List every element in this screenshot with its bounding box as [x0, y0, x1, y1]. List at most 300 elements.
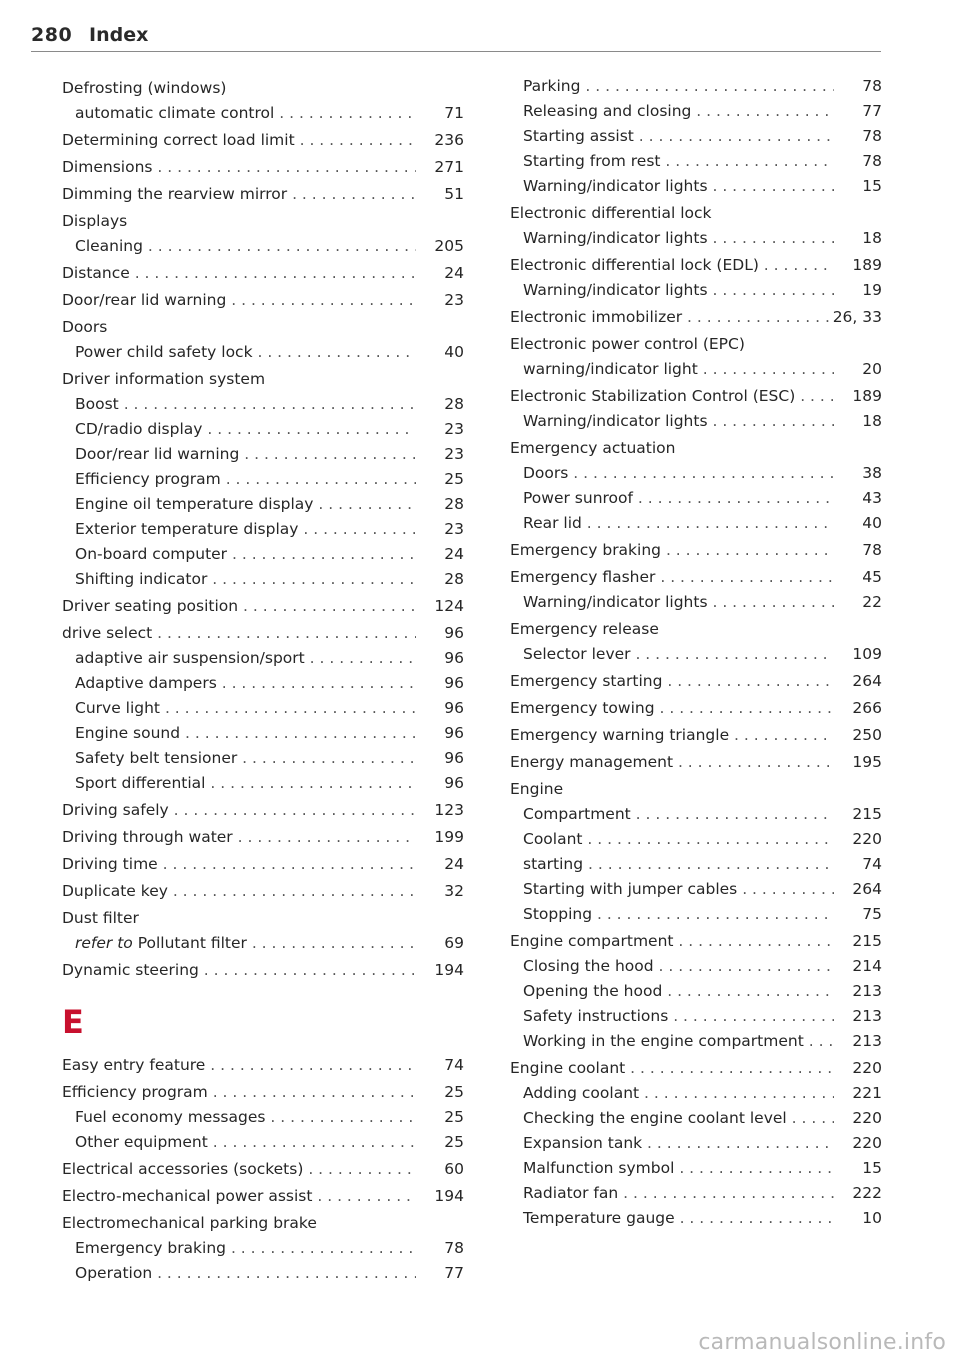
entry-page-number[interactable]: 15: [858, 1156, 882, 1181]
entry-label-text: Electro-mechanical power assist: [62, 1187, 313, 1205]
entry-page-number[interactable]: 189: [848, 253, 882, 278]
entry-page-number[interactable]: 189: [848, 384, 882, 409]
entry-page-number[interactable]: 74: [440, 1053, 464, 1078]
entry-label: [510, 877, 834, 902]
entry-label: [510, 1181, 834, 1206]
entry-page-number[interactable]: 78: [858, 149, 882, 174]
entry-label-text: Exterior temperature display: [75, 520, 299, 538]
entry-page-number[interactable]: 194: [430, 958, 464, 983]
index-subentry: [62, 1105, 464, 1130]
entry-page-number[interactable]: 77: [440, 1261, 464, 1286]
entry-page-number[interactable]: 96: [440, 746, 464, 771]
entry-page-number[interactable]: 236: [430, 128, 464, 153]
entry-page-number[interactable]: 23: [440, 442, 464, 467]
index-entry: [510, 669, 882, 694]
entry-page-number[interactable]: 32: [440, 879, 464, 904]
index-subentry: [62, 771, 464, 796]
entry-label-text: Emergency warning triangle: [510, 726, 730, 744]
index-subentry: [510, 74, 882, 99]
index-entry: [62, 1157, 464, 1182]
entry-label-text: automatic climate control: [75, 104, 275, 122]
index-entry: [62, 76, 464, 101]
entry-label: [510, 201, 834, 226]
entry-page-number[interactable]: 28: [440, 567, 464, 592]
entry-page-number[interactable]: 221: [848, 1081, 882, 1106]
entry-label: [510, 357, 834, 382]
index-subentry: [510, 1156, 882, 1181]
index-entry: [62, 798, 464, 823]
entry-label: [510, 461, 834, 486]
entry-label-text: Compartment: [523, 805, 631, 823]
entry-label: [510, 538, 834, 563]
entry-page-number[interactable]: 60: [440, 1157, 464, 1182]
entry-page-number[interactable]: 28: [440, 392, 464, 417]
entry-page-number[interactable]: 214: [848, 954, 882, 979]
entry-label-text: Emergency flasher: [510, 568, 656, 586]
entry-label-text: Operation: [75, 1264, 153, 1282]
index-subentry: [62, 746, 464, 771]
index-subentry: [510, 357, 882, 382]
entry-label: [62, 1130, 416, 1155]
entry-label: [62, 1236, 416, 1261]
entry-label-text: Dimming the rearview mirror: [62, 185, 288, 203]
entry-label: [62, 1211, 416, 1236]
index-subentry: [510, 827, 882, 852]
entry-page-number[interactable]: 264: [848, 877, 882, 902]
index-entry: [510, 305, 882, 330]
entry-label: [62, 517, 416, 542]
index-subentry: [510, 852, 882, 877]
entry-page-number[interactable]: 195: [848, 750, 882, 775]
index-entry: [62, 825, 464, 850]
entry-page-number[interactable]: 75: [858, 902, 882, 927]
entry-page-number[interactable]: 220: [848, 1056, 882, 1081]
entry-label-text: Other equipment: [75, 1133, 208, 1151]
entry-page-number[interactable]: 74: [858, 852, 882, 877]
section-letter: E: [62, 1003, 84, 1041]
entry-page-number[interactable]: 25: [440, 1105, 464, 1130]
entry-label-text: Sport differential: [75, 774, 206, 792]
entry-label: [510, 1081, 834, 1106]
entry-label: [510, 305, 834, 330]
index-subentry: [62, 696, 464, 721]
index-entry: [510, 538, 882, 563]
entry-page-number[interactable]: 26, 33: [829, 305, 882, 330]
entry-label-text: Malfunction symbol: [523, 1159, 675, 1177]
index-entry: [510, 723, 882, 748]
entry-page-number[interactable]: 220: [848, 827, 882, 852]
entry-label-text: Dust filter: [62, 909, 139, 927]
entry-label: [510, 1004, 834, 1029]
entry-label-text: adaptive air suspension/sport: [75, 649, 305, 667]
index-entry: [510, 1056, 882, 1081]
entry-label-text: Emergency starting: [510, 672, 663, 690]
entry-label-text: Easy entry feature: [62, 1056, 206, 1074]
index-subentry: [62, 467, 464, 492]
entry-page-number[interactable]: 215: [848, 802, 882, 827]
entry-page-number[interactable]: 123: [430, 798, 464, 823]
entry-page-number[interactable]: 77: [858, 99, 882, 124]
entry-label: [510, 332, 834, 357]
entry-label: [510, 750, 834, 775]
entry-label: [62, 1105, 416, 1130]
entry-page-number[interactable]: 96: [440, 771, 464, 796]
entry-label: [62, 288, 416, 313]
left-column: [62, 74, 464, 1286]
entry-page-number[interactable]: 266: [848, 696, 882, 721]
entry-page-number[interactable]: 23: [440, 517, 464, 542]
index-entry: [62, 594, 464, 619]
entry-label-text: Driving time: [62, 855, 158, 873]
entry-page-number[interactable]: 215: [848, 929, 882, 954]
entry-page-number[interactable]: 96: [440, 721, 464, 746]
entry-label-text: Driving through water: [62, 828, 233, 846]
page-header: [31, 22, 881, 52]
entry-label-text: Engine sound: [75, 724, 181, 742]
entry-label: [62, 621, 416, 646]
entry-page-number[interactable]: 271: [430, 155, 464, 180]
entry-page-number[interactable]: 24: [440, 852, 464, 877]
index-subentry: [510, 511, 882, 536]
entry-label: [62, 209, 416, 234]
index-subentry: [510, 124, 882, 149]
entry-label-text: Adding coolant: [523, 1084, 640, 1102]
index-subentry: [62, 567, 464, 592]
index-entry: [62, 261, 464, 286]
entry-label: [62, 155, 416, 180]
entry-label: [510, 511, 834, 536]
index-subentry: [510, 802, 882, 827]
entry-label: [62, 76, 416, 101]
entry-page-number[interactable]: 51: [440, 182, 464, 207]
entry-label-text: Door/rear lid warning: [62, 291, 227, 309]
index-entry: [62, 1080, 464, 1105]
entry-page-number[interactable]: 19: [858, 278, 882, 303]
entry-page-number[interactable]: 24: [440, 261, 464, 286]
entry-label: [510, 1056, 834, 1081]
entry-label: [62, 340, 416, 365]
entry-label: [510, 1029, 834, 1054]
entry-page-number[interactable]: 220: [848, 1106, 882, 1131]
index-subentry: [510, 877, 882, 902]
entry-page-number[interactable]: 15: [858, 174, 882, 199]
entry-page-number[interactable]: 43: [858, 486, 882, 511]
entry-label: [62, 906, 416, 931]
index-entry: [62, 621, 464, 646]
entry-label: [510, 1206, 834, 1231]
entry-label-text: Parking: [523, 77, 581, 95]
index-subentry: [510, 409, 882, 434]
index-entry: [510, 201, 882, 226]
entry-page-number[interactable]: 199: [430, 825, 464, 850]
entry-label: [510, 669, 834, 694]
entry-label-text: drive select: [62, 624, 153, 642]
index-entry: [510, 750, 882, 775]
entry-label-text: Electronic Stabilization Control (ESC): [510, 387, 796, 405]
entry-label: [62, 492, 416, 517]
entry-page-number[interactable]: 222: [848, 1181, 882, 1206]
entry-label: [62, 594, 416, 619]
entry-label-text: Safety instructions: [523, 1007, 669, 1025]
entry-label-text: Engine: [510, 780, 564, 798]
index-subentry: [62, 646, 464, 671]
entry-label-text: warning/indicator light: [523, 360, 698, 378]
entry-label: [510, 278, 834, 303]
entry-label-text: Working in the engine compartment: [523, 1032, 804, 1050]
entry-label-text: Door/rear lid warning: [75, 445, 240, 463]
index-list-e: [62, 1053, 464, 1286]
entry-page-number[interactable]: 28: [440, 492, 464, 517]
index-entry: [510, 617, 882, 642]
entry-label: [62, 696, 416, 721]
entry-page-number[interactable]: 23: [440, 288, 464, 313]
index-entry: [510, 565, 882, 590]
entry-label-text: Emergency actuation: [510, 439, 676, 457]
entry-label-text: Emergency braking: [75, 1239, 227, 1257]
entry-page-number[interactable]: 96: [440, 621, 464, 646]
entry-label-text: Releasing and closing: [523, 102, 692, 120]
index-subentry: [62, 542, 464, 567]
entry-label: [62, 1053, 416, 1078]
entry-label-text: Driver information system: [62, 370, 266, 388]
entry-label-text: Coolant: [523, 830, 583, 848]
index-subentry: [62, 417, 464, 442]
entry-page-number[interactable]: 124: [430, 594, 464, 619]
entry-page-number[interactable]: 96: [440, 646, 464, 671]
entry-label: [62, 825, 416, 850]
entry-label: [510, 124, 834, 149]
entry-label: [510, 723, 834, 748]
entry-page-number[interactable]: 78: [858, 74, 882, 99]
entry-label: [62, 646, 416, 671]
entry-label-text: Curve light: [75, 699, 161, 717]
entry-label: [62, 771, 416, 796]
index-entry: [510, 332, 882, 357]
entry-label: [510, 777, 834, 802]
entry-page-number[interactable]: 20: [858, 357, 882, 382]
entry-label-text: Radiator fan: [523, 1184, 619, 1202]
entry-label: [510, 852, 834, 877]
entry-label-text: Efficiency program: [75, 470, 221, 488]
entry-page-number[interactable]: 78: [858, 538, 882, 563]
index-subentry: [510, 1029, 882, 1054]
entry-label: [62, 392, 416, 417]
index-subentry: [62, 517, 464, 542]
entry-page-number[interactable]: 96: [440, 671, 464, 696]
entry-label-text: Starting assist: [523, 127, 634, 145]
entry-label: [62, 931, 416, 956]
index-subentry: [62, 1261, 464, 1286]
index-subentry: [510, 1131, 882, 1156]
entry-page-number[interactable]: 40: [858, 511, 882, 536]
entry-page-number[interactable]: 38: [858, 461, 882, 486]
entry-page-number[interactable]: 220: [848, 1131, 882, 1156]
entry-label: [510, 1106, 834, 1131]
entry-page-number[interactable]: 264: [848, 669, 882, 694]
index-entry: [62, 182, 464, 207]
entry-label-text: Shifting indicator: [75, 570, 208, 588]
entry-label-text: Emergency braking: [510, 541, 662, 559]
index-subentry: [510, 954, 882, 979]
entry-label-text: Closing the hood: [523, 957, 654, 975]
entry-label: [62, 852, 416, 877]
entry-page-number[interactable]: 250: [848, 723, 882, 748]
index-entry: [62, 155, 464, 180]
entry-label: [510, 149, 834, 174]
index-entry: [62, 906, 464, 931]
entry-label-text: Expansion tank: [523, 1134, 643, 1152]
entry-label: [62, 101, 416, 126]
entry-label: [510, 696, 834, 721]
entry-label-text: Checking the engine coolant level: [523, 1109, 787, 1127]
entry-label: [62, 417, 416, 442]
entry-label-text: Efficiency program: [62, 1083, 208, 1101]
index-entry: [62, 1211, 464, 1236]
entry-label: [510, 565, 834, 590]
entry-page-number[interactable]: 24: [440, 542, 464, 567]
watermark: carmanualsonline.info: [698, 1330, 946, 1355]
entry-label-text: Warning/indicator lights: [523, 412, 708, 430]
entry-page-number[interactable]: 213: [848, 1029, 882, 1054]
entry-page-number[interactable]: 194: [430, 1184, 464, 1209]
index-entry: [510, 929, 882, 954]
entry-page-number[interactable]: 96: [440, 696, 464, 721]
index-list-e-continued: [510, 74, 882, 1231]
entry-label: [62, 315, 416, 340]
header-rule: [31, 51, 881, 52]
entry-label-text: Temperature gauge: [523, 1209, 675, 1227]
entry-page-number[interactable]: 213: [848, 1004, 882, 1029]
index-subentry: [510, 902, 882, 927]
entry-label-text: Doors: [523, 464, 569, 482]
entry-label: [510, 590, 834, 615]
entry-label: [510, 384, 834, 409]
index-entry: [62, 1053, 464, 1078]
entry-label-text: starting: [523, 855, 584, 873]
entry-label-text: Warning/indicator lights: [523, 593, 708, 611]
index-subentry: [510, 590, 882, 615]
index-subentry: [62, 1130, 464, 1155]
entry-label: [510, 409, 834, 434]
entry-label-text: Stopping: [523, 905, 593, 923]
entry-label: [510, 642, 834, 667]
entry-label: [62, 746, 416, 771]
entry-label: [62, 1184, 416, 1209]
entry-label: [62, 442, 416, 467]
entry-label-text: Electronic differential lock: [510, 204, 712, 222]
entry-label: [62, 128, 416, 153]
entry-page-number[interactable]: 23: [440, 417, 464, 442]
index-entry: [62, 315, 464, 340]
entry-page-number[interactable]: 25: [440, 1130, 464, 1155]
index-subentry: [62, 721, 464, 746]
entry-label: [62, 671, 416, 696]
index-subentry: [62, 340, 464, 365]
entry-label: [62, 798, 416, 823]
entry-page-number[interactable]: 78: [858, 124, 882, 149]
entry-label-text: Displays: [62, 212, 128, 230]
index-entry: [62, 879, 464, 904]
entry-label: [62, 1080, 416, 1105]
index-subentry: [510, 461, 882, 486]
right-column: [510, 74, 882, 1231]
index-subentry: [62, 671, 464, 696]
index-entry: [510, 777, 882, 802]
entry-label: [510, 253, 834, 278]
entry-page-number[interactable]: 25: [440, 467, 464, 492]
index-subentry: [62, 392, 464, 417]
index-entry: [62, 852, 464, 877]
entry-label-text: Electrical accessories (sockets): [62, 1160, 304, 1178]
entry-page-number[interactable]: 213: [848, 979, 882, 1004]
entry-label-text: Engine oil temperature display: [75, 495, 314, 513]
entry-label: [510, 1156, 834, 1181]
entry-label-text: Power sunroof: [523, 489, 633, 507]
entry-page-number[interactable]: 22: [858, 590, 882, 615]
entry-label-text: Power child safety lock: [75, 343, 253, 361]
index-entry: [510, 253, 882, 278]
entry-label-text: Driver seating position: [62, 597, 239, 615]
entry-page-number[interactable]: 40: [440, 340, 464, 365]
entry-page-number[interactable]: 18: [858, 226, 882, 251]
entry-page-number[interactable]: 45: [858, 565, 882, 590]
entry-label-text: Warning/indicator lights: [523, 229, 708, 247]
entry-label: [62, 182, 416, 207]
index-subentry: [62, 492, 464, 517]
entry-page-number[interactable]: 69: [440, 931, 464, 956]
entry-label: [62, 234, 416, 259]
entry-label-text: Selector lever: [523, 645, 631, 663]
entry-page-number[interactable]: 78: [440, 1236, 464, 1261]
page-number: 280: [31, 24, 73, 46]
index-subentry: [510, 1081, 882, 1106]
entry-label-text: Cleaning: [75, 237, 143, 255]
entry-label: [510, 979, 834, 1004]
entry-label: [62, 467, 416, 492]
index-entry: [62, 288, 464, 313]
entry-label: [510, 74, 834, 99]
index-subentry: [510, 642, 882, 667]
entry-label-text: Electronic immobilizer: [510, 308, 683, 326]
entry-label: [62, 567, 416, 592]
index-subentry: [510, 1106, 882, 1131]
entry-page-number[interactable]: 205: [430, 234, 464, 259]
entry-label: [510, 827, 834, 852]
entry-label: [510, 802, 834, 827]
entry-label-text: Dynamic steering: [62, 961, 199, 979]
index-entry: [62, 209, 464, 234]
entry-page-number[interactable]: 71: [440, 101, 464, 126]
entry-label-text: Pollutant filter: [137, 934, 247, 952]
entry-label-text: Opening the hood: [523, 982, 663, 1000]
entry-label-text: Duplicate key: [62, 882, 168, 900]
entry-label-text: Defrosting (windows): [62, 79, 227, 97]
entry-label-text: Electronic power control (EPC): [510, 335, 745, 353]
index-subentry: [62, 931, 464, 956]
entry-label: [510, 1131, 834, 1156]
index-subentry: [62, 1236, 464, 1261]
entry-label: [510, 226, 834, 251]
entry-label-text: On-board computer: [75, 545, 228, 563]
entry-page-number[interactable]: 10: [858, 1206, 882, 1231]
entry-page-number[interactable]: 18: [858, 409, 882, 434]
entry-label-text: Dimensions: [62, 158, 153, 176]
index-subentry: [510, 979, 882, 1004]
entry-page-number[interactable]: 109: [848, 642, 882, 667]
index-subentry: [62, 101, 464, 126]
entry-label-text: Engine compartment: [510, 932, 674, 950]
entry-page-number[interactable]: 25: [440, 1080, 464, 1105]
